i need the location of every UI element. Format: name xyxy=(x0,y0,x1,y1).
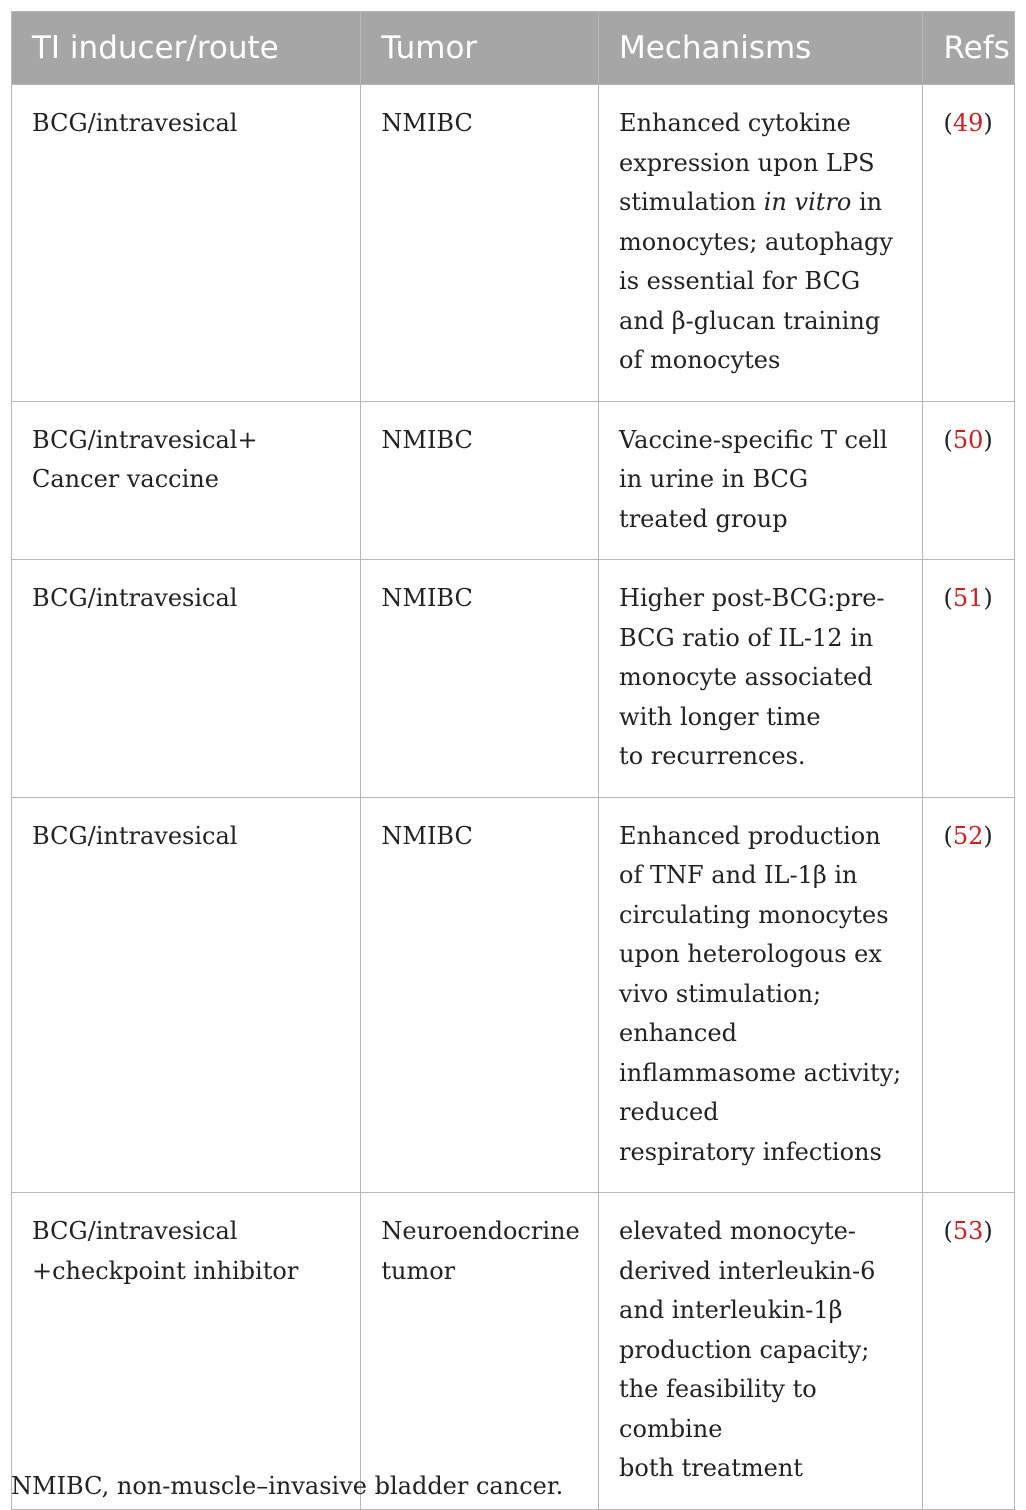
header-row xyxy=(12,12,1015,85)
cell-inducer-line: +checkpoint inhibitor xyxy=(32,1256,299,1285)
cell-mechanisms-line: enhanced xyxy=(619,1019,737,1047)
header-mechanisms: Mechanisms xyxy=(599,12,923,85)
table-row xyxy=(12,797,1015,1193)
ref-link[interactable]: 51 xyxy=(952,584,984,612)
ti-table-container xyxy=(11,11,1015,1510)
table-footnote: NMIBC, non-muscle–invasive bladder cancer. xyxy=(11,1472,564,1500)
cell-ref: (52) xyxy=(923,797,1015,1193)
cell-mechanisms-line: the feasibility to xyxy=(619,1375,817,1403)
cell-mechanisms-line: in urine in BCG xyxy=(619,465,809,493)
cell-inducer-line: Cancer vaccine xyxy=(32,465,219,493)
table-row xyxy=(12,401,1015,560)
cell-tumor-line: NMIBC xyxy=(381,584,473,612)
cell-tumor-line: NMIBC xyxy=(381,109,473,137)
ref-link[interactable]: 53 xyxy=(952,1217,984,1245)
cell-ref: (53) xyxy=(923,1193,1015,1510)
ti-table xyxy=(11,11,1015,1510)
header-tumor: Tumor xyxy=(361,12,599,85)
cell-tumor xyxy=(361,560,599,798)
cell-mechanisms-line: upon heterologous ex xyxy=(619,940,882,968)
cell-inducer xyxy=(12,85,361,402)
cell-mechanisms-line: Higher post-BCG:pre- xyxy=(619,584,885,612)
cell-tumor xyxy=(361,401,599,560)
cell-mechanisms-line: BCG ratio of IL-12 in xyxy=(619,623,874,652)
cell-ref: (51) xyxy=(923,560,1015,798)
cell-mechanisms-line: is essential for BCG xyxy=(619,267,861,295)
table-header xyxy=(12,12,1015,85)
cell-mechanisms-line: Enhanced production xyxy=(619,821,881,850)
cell-inducer-line: BCG/intravesical xyxy=(32,1217,238,1245)
cell-mechanisms-line: of monocytes xyxy=(619,346,781,374)
cell-tumor xyxy=(361,1193,599,1510)
cell-mechanisms-line: of TNF and IL-1β in xyxy=(619,861,858,889)
cell-mechanisms-line: with longer time xyxy=(619,702,821,731)
cell-mechanisms-line: expression upon LPS xyxy=(619,148,875,177)
text-part: in xyxy=(851,188,883,216)
cell-mechanisms-line: combine xyxy=(619,1414,723,1443)
cell-mechanisms-line: derived interleukin-6 xyxy=(619,1256,876,1285)
cell-tumor-line: NMIBC xyxy=(381,821,473,850)
cell-mechanisms-line xyxy=(619,183,902,223)
cell-mechanisms-line: respiratory infections xyxy=(619,1137,882,1166)
ref-link[interactable]: 52 xyxy=(952,821,984,850)
cell-tumor-line: NMIBC xyxy=(381,425,473,454)
cell-mechanisms-line: and β-glucan training xyxy=(619,306,881,335)
ref-link[interactable]: 50 xyxy=(952,425,984,454)
cell-mechanisms-line: reduced xyxy=(619,1098,719,1126)
cell-inducer xyxy=(12,797,361,1193)
cell-inducer xyxy=(12,401,361,560)
cell-mechanisms-line: to recurrences. xyxy=(619,742,806,770)
cell-ref: (49) xyxy=(923,85,1015,402)
ref-link[interactable]: 49 xyxy=(952,109,984,137)
cell-mechanisms xyxy=(599,797,923,1193)
cell-mechanisms xyxy=(599,85,923,402)
cell-mechanisms xyxy=(599,1193,923,1510)
cell-tumor-line: Neuroendocrine xyxy=(381,1217,580,1245)
cell-mechanisms-line: inflammasome activity; xyxy=(619,1058,902,1087)
cell-inducer-line: BCG/intravesical xyxy=(32,584,238,612)
cell-inducer-line: BCG/intravesical xyxy=(32,821,238,850)
table-row xyxy=(12,85,1015,402)
cell-mechanisms-line: vivo stimulation; xyxy=(619,979,822,1008)
cell-inducer-line: BCG/intravesical+ xyxy=(32,425,258,454)
cell-mechanisms xyxy=(599,401,923,560)
cell-mechanisms-line: circulating monocytes xyxy=(619,900,889,929)
cell-mechanisms-line: treated group xyxy=(619,504,788,533)
cell-mechanisms-line: monocyte associated xyxy=(619,663,873,691)
cell-mechanisms-line: both treatment xyxy=(619,1454,803,1482)
cell-tumor xyxy=(361,85,599,402)
table-body xyxy=(12,85,1015,1510)
text-part: stimulation xyxy=(619,188,764,216)
cell-mechanisms-line: elevated monocyte- xyxy=(619,1217,856,1245)
italic-text: in vitro xyxy=(763,188,852,216)
header-inducer: TI inducer/route xyxy=(12,12,361,85)
cell-mechanisms-line: Vaccine-specific T cell xyxy=(619,425,888,454)
cell-inducer xyxy=(12,560,361,798)
cell-tumor xyxy=(361,797,599,1193)
cell-mechanisms-line: production capacity; xyxy=(619,1335,870,1364)
cell-ref: (50) xyxy=(923,401,1015,560)
cell-tumor-line: tumor xyxy=(381,1256,456,1285)
cell-inducer-line: BCG/intravesical xyxy=(32,109,238,137)
cell-mechanisms-line: Enhanced cytokine xyxy=(619,109,851,137)
cell-mechanisms-line: monocytes; autophagy xyxy=(619,227,893,256)
table-row xyxy=(12,1193,1015,1510)
header-refs: Refs xyxy=(923,12,1015,85)
table-row xyxy=(12,560,1015,798)
cell-mechanisms-line: and interleukin-1β xyxy=(619,1296,843,1324)
cell-inducer xyxy=(12,1193,361,1510)
cell-mechanisms xyxy=(599,560,923,798)
